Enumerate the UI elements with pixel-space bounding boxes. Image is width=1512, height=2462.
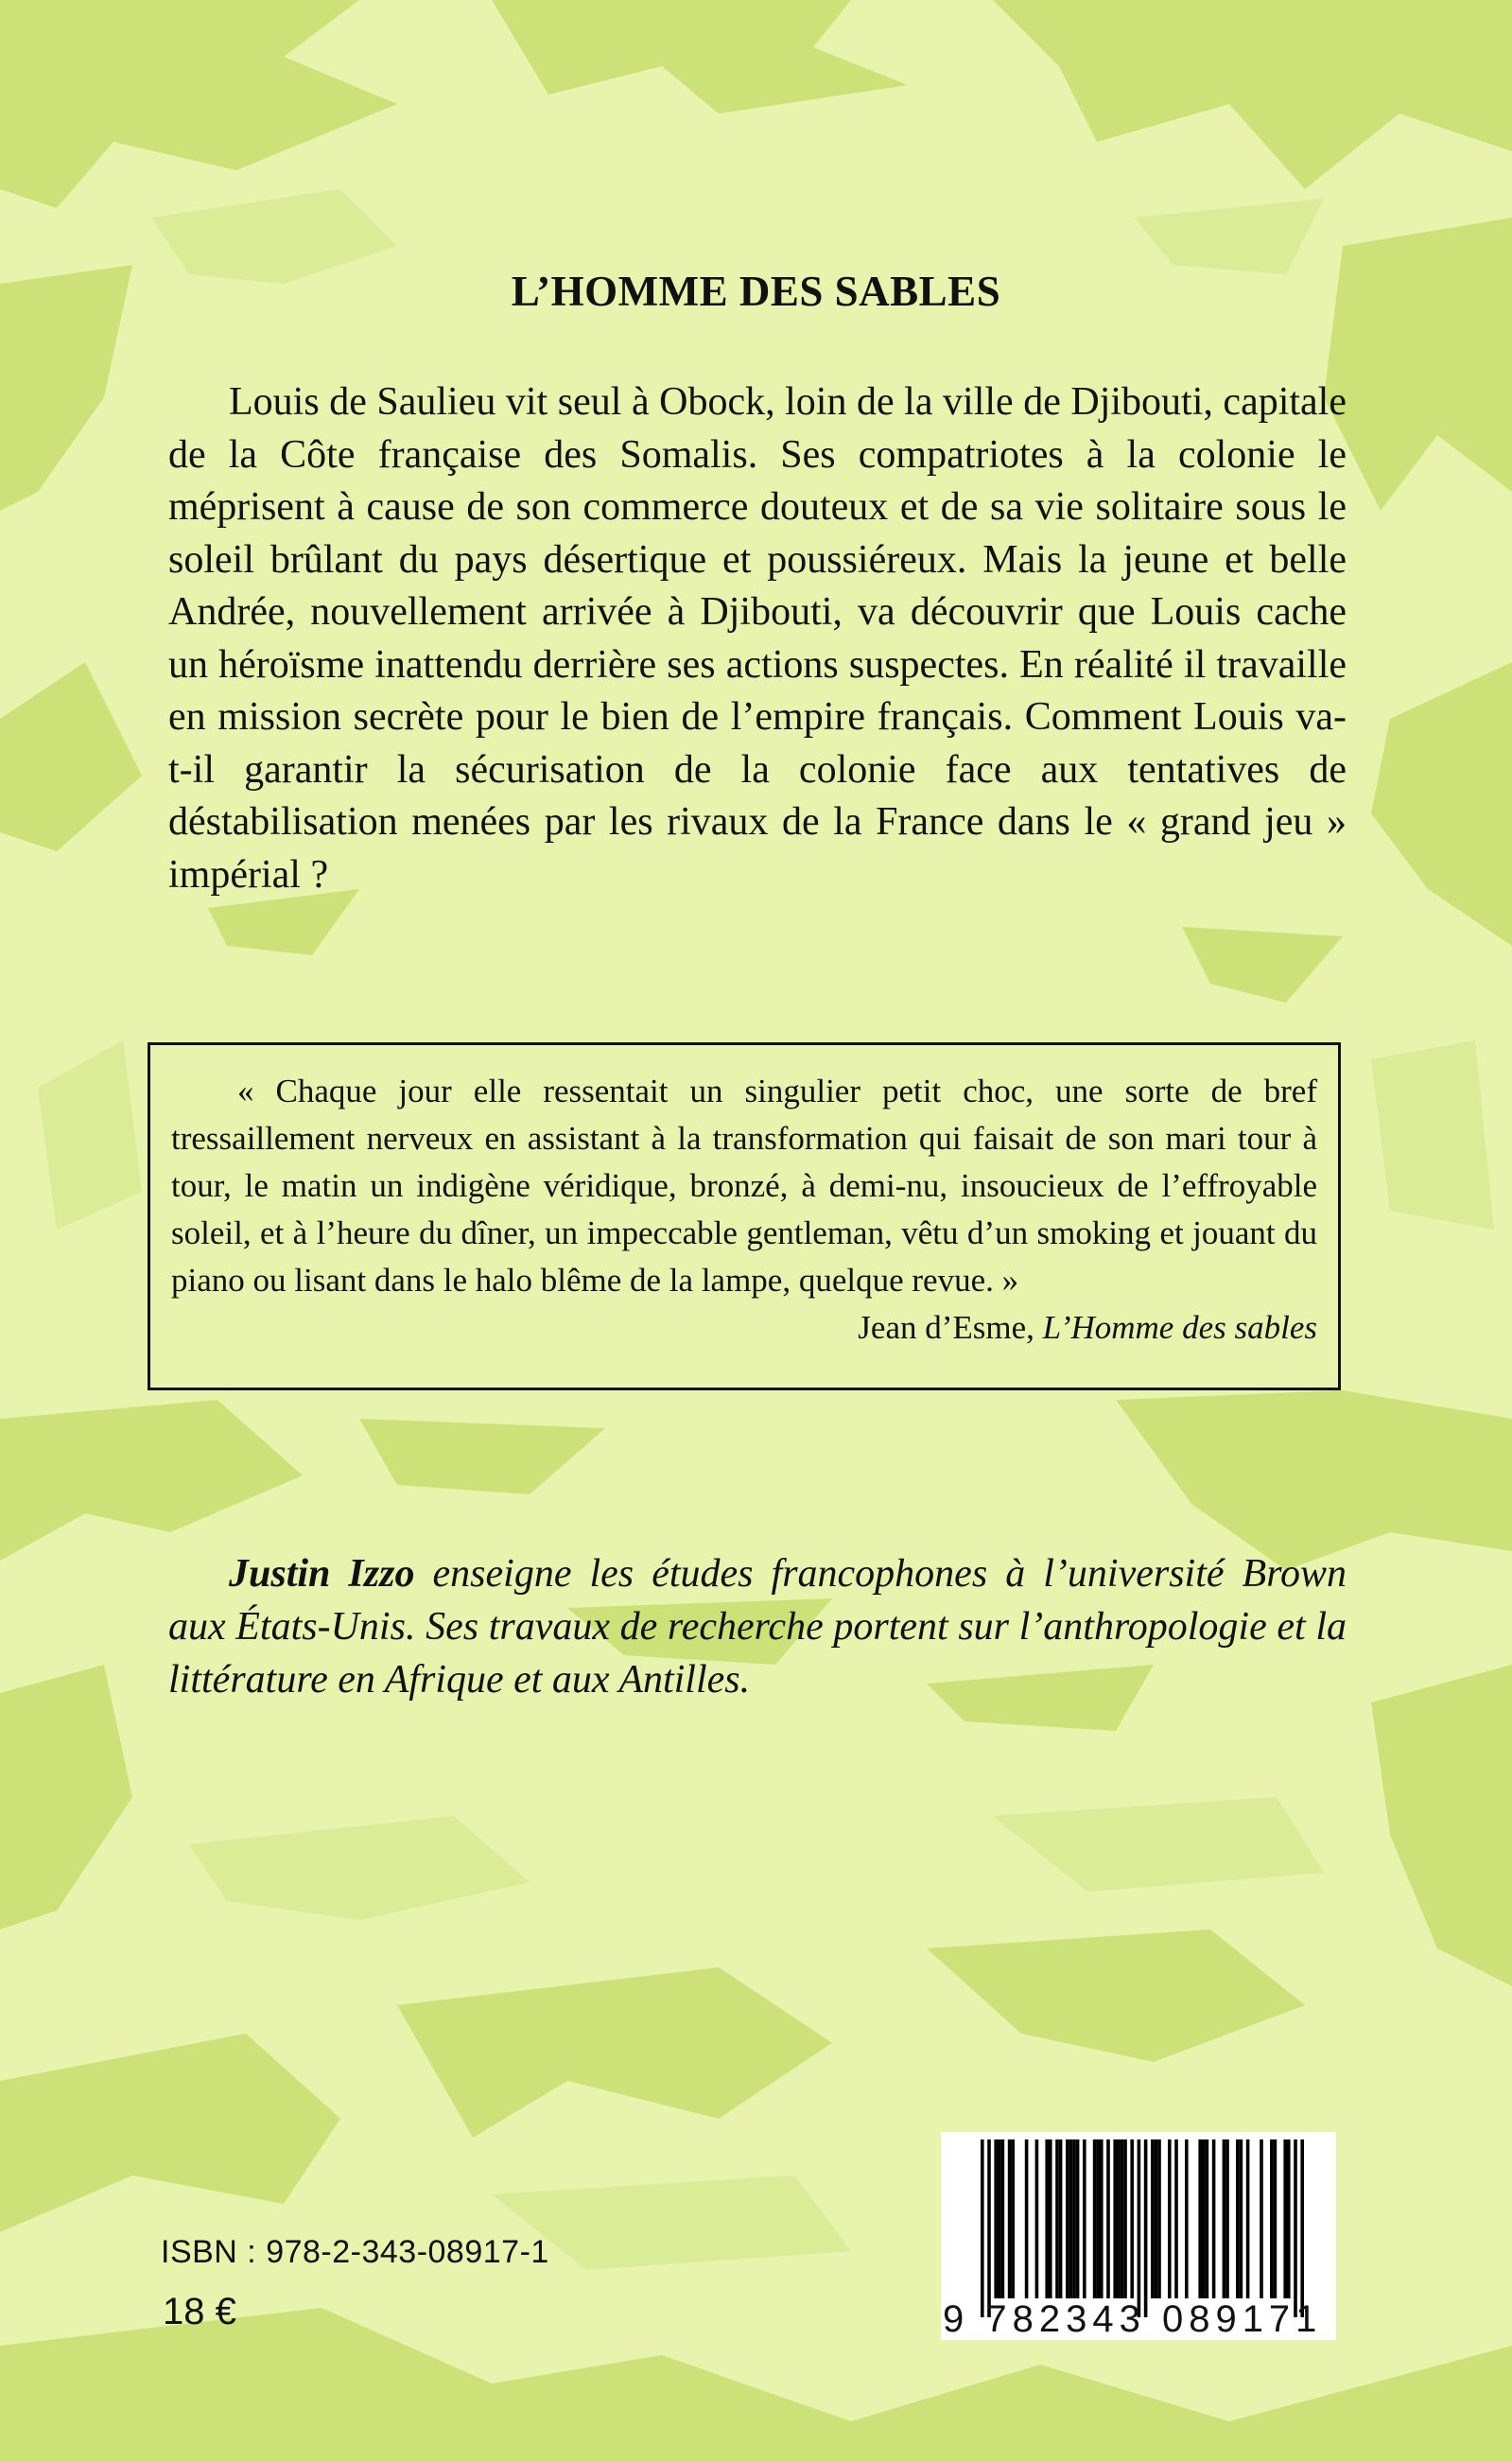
barcode-bar <box>1246 2139 1250 2298</box>
barcode-bar <box>1270 2139 1274 2298</box>
barcode-bar <box>1151 2139 1155 2298</box>
barcode-guard-bar <box>1144 2139 1148 2317</box>
barcode-bar <box>1001 2139 1005 2298</box>
price-label: 18 € <box>163 2291 236 2332</box>
author-bio-text: enseigne les études francophones à l’université Brown aux États-Unis. Ses travaux de recherche portent sur l’anthropologie et la littérature en Afrique et aux Antilles. <box>168 1552 1347 1702</box>
barcode-bar <box>1100 2139 1104 2298</box>
barcode-bar <box>1130 2139 1134 2298</box>
barcode-bar <box>1274 2139 1277 2298</box>
barcode-bar <box>1223 2139 1226 2298</box>
barcode-bar <box>1260 2139 1263 2298</box>
barcode-guard-bar <box>1138 2139 1141 2317</box>
barcode-guard-bar <box>1294 2139 1297 2317</box>
barcode-bar <box>1025 2139 1029 2298</box>
barcode-bar <box>1096 2139 1100 2298</box>
barcode-bar <box>1236 2139 1240 2298</box>
barcode-bar <box>1069 2139 1073 2298</box>
barcode-bar <box>1008 2139 1012 2298</box>
quote-box <box>148 1042 1341 1390</box>
barcode-bar <box>1287 2139 1291 2298</box>
barcode-guard-bar <box>1300 2139 1304 2317</box>
barcode-bar <box>1035 2139 1039 2298</box>
barcode-bar <box>1202 2139 1206 2298</box>
barcode-bar <box>1121 2139 1124 2298</box>
barcode-bar <box>1206 2139 1209 2298</box>
barcode-bar <box>1072 2139 1076 2298</box>
barcode-bar <box>1168 2139 1172 2298</box>
barcode-bar <box>998 2139 1001 2298</box>
barcode-bar <box>1083 2139 1086 2298</box>
barcode-bar <box>1106 2139 1110 2298</box>
barcode-guard-bar <box>981 2139 984 2317</box>
barcode-bar <box>1198 2139 1202 2298</box>
barcode-bar <box>1123 2139 1127 2298</box>
barcode-bar <box>1059 2139 1063 2298</box>
book-title: L’HOMME DES SABLES <box>511 268 1001 315</box>
barcode-bar <box>1240 2139 1243 2298</box>
quote-attribution <box>171 1304 1317 1352</box>
barcode-bar <box>1157 2139 1161 2298</box>
barcode-bar <box>1174 2139 1178 2298</box>
barcode-bar <box>1045 2139 1049 2298</box>
author-name: Justin Izzo <box>229 1552 415 1596</box>
barcode-bar <box>1049 2139 1052 2298</box>
barcode-bar <box>1055 2139 1059 2298</box>
barcode-bar <box>1066 2139 1069 2298</box>
barcode-bar <box>1185 2139 1189 2298</box>
author-bio <box>168 1547 1347 1706</box>
barcode-bar <box>1117 2139 1121 2298</box>
barcode-digits: 9 782343 089171 <box>943 2298 1323 2340</box>
quote-attribution-work: L’Homme des sables <box>1042 1309 1317 1346</box>
barcode-bar <box>1093 2139 1097 2298</box>
barcode-bar <box>1113 2139 1117 2298</box>
barcode-bar <box>1155 2139 1158 2298</box>
synopsis-paragraph: Louis de Saulieu vit seul à Obock, loin de la ville de Djibouti, capitale de la Côte française des Somalis. Ses compatriotes à la colonie le méprisent à cause de son commerce douteux et de sa vie solitaire sous le soleil brûlant du pays désertique et poussiéreux. Mais la jeune et belle Andrée, nouvellement arrivée à Djibouti, va découvrir que Louis cache un héroïsme inattendu derrière ses actions suspectes. En réalité il travaille en mission secrète pour le bien de l’empire français. Comment Louis va-t-il garantir la sécurisation de la colonie face aux tentatives de déstabilisation menées par les rivaux de la France dans le « grand jeu » impérial ? <box>168 380 1347 897</box>
quote-text: « Chaque jour elle ressentait un singulier petit choc, une sorte de bref tressaillement nerveux en assistant à la transformation qui faisait de son mari tour à tour, le matin un indigène véridique, bronzé, à demi-nu, insoucieux de l’effroyable soleil, et à l’heure du dîner, un impeccable gentleman, vêtu d’un smoking et jouant du piano ou lisant dans le halo blême de la lampe, quelque revue. » <box>171 1073 1317 1299</box>
barcode <box>941 2132 1336 2340</box>
barcode-bar <box>1011 2139 1015 2298</box>
barcode-bar <box>1225 2139 1229 2298</box>
quote-attribution-author: Jean d’Esme, <box>858 1309 1034 1346</box>
barcode-bar <box>1212 2139 1216 2298</box>
barcode-bar <box>1283 2139 1287 2298</box>
barcode-guard-bar <box>987 2139 991 2317</box>
isbn-label: ISBN : 978-2-343-08917-1 <box>161 2234 549 2270</box>
barcode-bar <box>1076 2139 1080 2298</box>
barcode-bar <box>994 2139 998 2298</box>
